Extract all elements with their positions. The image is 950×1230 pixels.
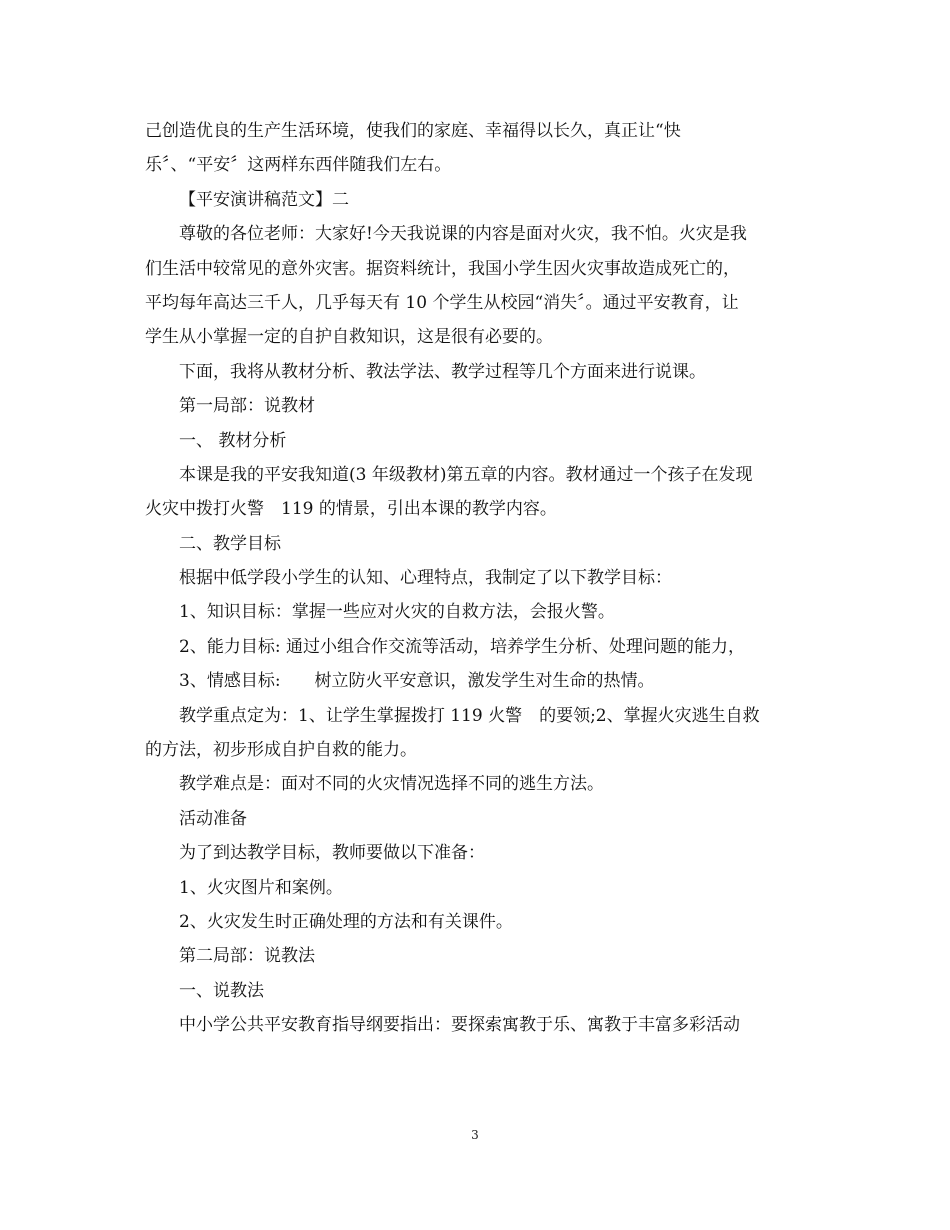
text-line: 教学重点定为：1、让学生掌握拨打 119 火警 的要领;2、掌握火灾逃生自救 xyxy=(179,705,760,726)
list-item: 3、情感目标: 树立防火平安意识，激发学生对生命的热情。 xyxy=(179,671,655,692)
page-number: 3 xyxy=(471,1128,479,1142)
section-heading: 一、说教法 xyxy=(179,980,264,1001)
text-line: 中小学公共平安教育指导纲要指出：要探索寓教于乐、寓教于丰富多彩活动 xyxy=(179,1015,740,1036)
text-line: 本课是我的平安我知道(3 年级教材)第五章的内容。教材通过一个孩子在发现 xyxy=(179,464,753,485)
section-heading: 活动准备 xyxy=(179,808,247,829)
section-heading: 【平安演讲稿范文】二 xyxy=(179,189,349,210)
text-line: 乐〞、“平安〞这两样东西伴随我们左右。 xyxy=(145,155,452,176)
text-line: 下面，我将从教材分析、教法学法、教学过程等几个方面来进行说课。 xyxy=(179,361,706,382)
text-line: 教学难点是：面对不同的火灾情况选择不同的逃生方法。 xyxy=(179,774,604,795)
section-heading: 第一局部：说教材 xyxy=(179,396,315,417)
document-body xyxy=(145,114,810,1043)
list-item: 1、知识目标：掌握一些应对火灾的自救方法，会报火警。 xyxy=(179,602,615,623)
list-item: 2、火灾发生时正确处理的方法和有关课件。 xyxy=(179,911,513,932)
text-line: 根据中低学段小学生的认知、心理特点，我制定了以下教学目标： xyxy=(179,568,672,589)
section-heading: 一、 教材分析 xyxy=(179,430,287,451)
text-line: 为了到达教学目标，教师要做以下准备： xyxy=(179,843,485,864)
text-line: 己创造优良的生产生活环境，使我们的家庭、幸福得以长久，真正让“快 xyxy=(145,121,681,141)
text-line: 平均每年高达三千人，几乎每天有 10 个学生从校园“消失〞。通过平安教育，让 xyxy=(145,292,739,313)
section-heading: 第二局部：说教法 xyxy=(179,946,315,967)
text-line: 学生从小掌握一定的自护自救知识，这是很有必要的。 xyxy=(145,327,553,348)
text-line: 的方法，初步形成自护自救的能力。 xyxy=(145,740,417,761)
text-line: 们生活中较常见的意外灾害。据资料统计，我国小学生因火灾事故造成死亡的， xyxy=(145,258,740,279)
section-heading: 二、教学目标 xyxy=(179,533,281,554)
list-item: 2、能力目标: 通过小组合作交流等活动，培养学生分析、处理问题的能力， xyxy=(179,636,745,657)
list-item: 1、火灾图片和案例。 xyxy=(179,877,343,898)
text-line: 火灾中拨打火警 119 的情景，引出本课的教学内容。 xyxy=(145,499,557,520)
text-line: 尊敬的各位老师：大家好!今天我说课的内容是面对火灾，我不怕。火灾是我 xyxy=(179,224,747,245)
